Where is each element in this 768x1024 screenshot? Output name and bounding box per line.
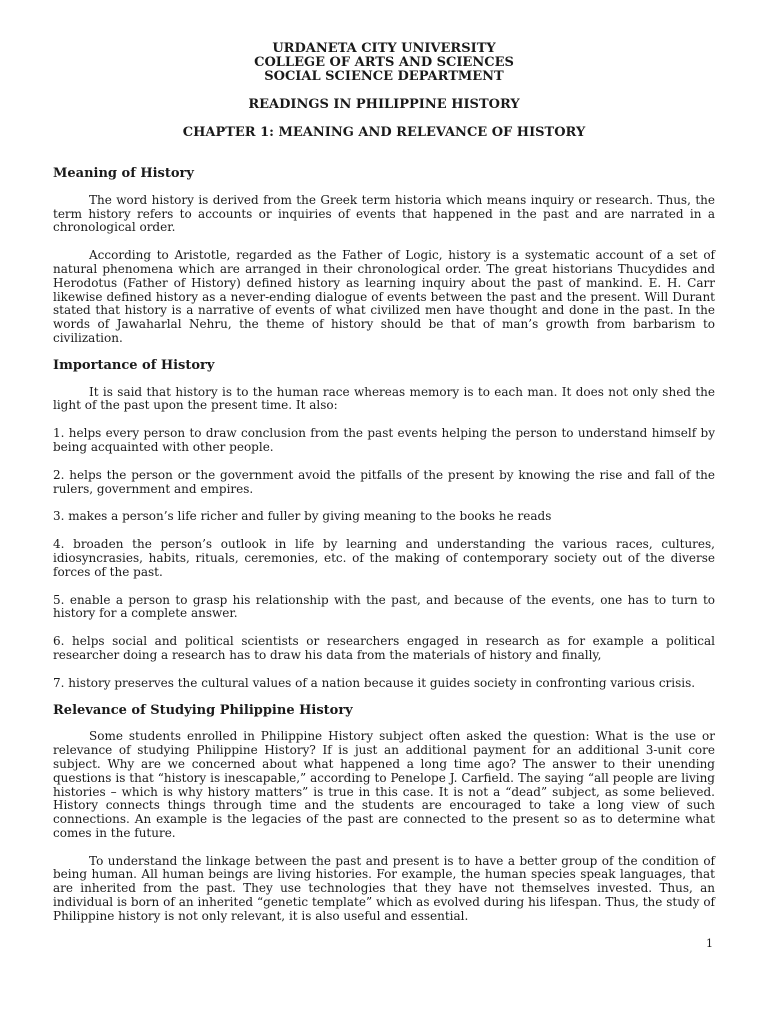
- importance-item-6: 6. helps social and political scientists or researchers engaged in research as for example a political researcher doing a research has to draw his data from the materials of history and finally,: [53, 634, 715, 662]
- page-number: 1: [706, 937, 713, 950]
- meaning-paragraph-2: According to Aristotle, regarded as the Father of Logic, history is a systematic account of a set of natural phenomena which are arranged in their chronological order. The great historians Thucydides and Herodotus (Father of History) defined history as learning inquiry about the past of mankind. E. H. Carr likewise defined history as a never-ending dialogue of events between the past and the present. Will Durant stated that history is a narrative of events of what civilized men have thought and done in the past. In the words of Jawaharlal Nehru, the theme of history should be that of man’s growth from barbarism to civilization.: [53, 248, 715, 345]
- importance-item-2: 2. helps the person or the government avoid the pitfalls of the present by knowing the rise and fall of the rulers, government and empires.: [53, 467, 715, 496]
- document-page: [53, 42, 715, 924]
- importance-item-5: 5. enable a person to grasp his relationship with the past, and because of the events, one has to turn to history for a complete answer.: [53, 592, 715, 621]
- meaning-paragraph-1: The word history is derived from the Greek term historia which means inquiry or research. Thus, the term history refers to accounts or inquiries of events that happened in the past and are narrated in a chronological order.: [53, 192, 715, 235]
- department-name: SOCIAL SCIENCE DEPARTMENT: [264, 69, 504, 84]
- heading-meaning: Meaning of History: [53, 166, 194, 181]
- importance-item-1: 1. helps every person to draw conclusion from the past events helping the person to understand himself by being acquainted with other people.: [53, 426, 715, 454]
- importance-intro: It is said that history is to the human race whereas memory is to each man. It does not only shed the light of the past upon the present time. It also:: [53, 384, 715, 413]
- chapter-title: CHAPTER 1: MEANING AND RELEVANCE OF HISTORY: [182, 125, 586, 140]
- relevance-paragraph-1: Some students enrolled in Philippine History subject often asked the question: What is the use or relevance of studying Philippine History? If is just an additional payment for an additional 3-unit core subject. Why are we concerned about what happened a long time ago? The answer to their unending questions is that “history is inescapable,” according to Penelope J. Carfield. The saying “all people are living histories – which is why history matters” is true in this case. It is not a “dead” subject, as some believed. History connects things through time and the students are encouraged to take a long view of such connections. An example is the legacies of the past are connected to the present so as to determine what comes in the future.: [53, 729, 715, 840]
- importance-item-7: 7. history preserves the cultural values of a nation because it guides society in confronting various crisis.: [53, 675, 696, 690]
- importance-item-4: 4. broaden the person’s outlook in life by learning and understanding the various races, cultures, idiosyncrasies, habits, rituals, ceremonies, etc. of the making of contemporary society out of the diverse forces of the past.: [53, 537, 715, 579]
- college-name: COLLEGE OF ARTS AND SCIENCES: [254, 55, 514, 70]
- university-name: URDANETA CITY UNIVERSITY: [272, 41, 496, 56]
- heading-importance: Importance of History: [53, 357, 215, 373]
- relevance-paragraph-2: To understand the linkage between the past and present is to have a better group of the condition of being human. All human beings are living histories. For example, the human species speak languages, that are inherited from the past. They use technologies that they have not themselves invested. Thus, an individual is born of an inherited “genetic template” which as evolved during his lifespan. Thus, the study of Philippine history is not only relevant, it is also useful and essential.: [53, 853, 715, 923]
- heading-relevance: Relevance of Studying Philippine History: [53, 702, 353, 718]
- course-title: READINGS IN PHILIPPINE HISTORY: [248, 97, 520, 112]
- importance-item-3: 3. makes a person’s life richer and fuller by giving meaning to the books he reads: [53, 509, 552, 524]
